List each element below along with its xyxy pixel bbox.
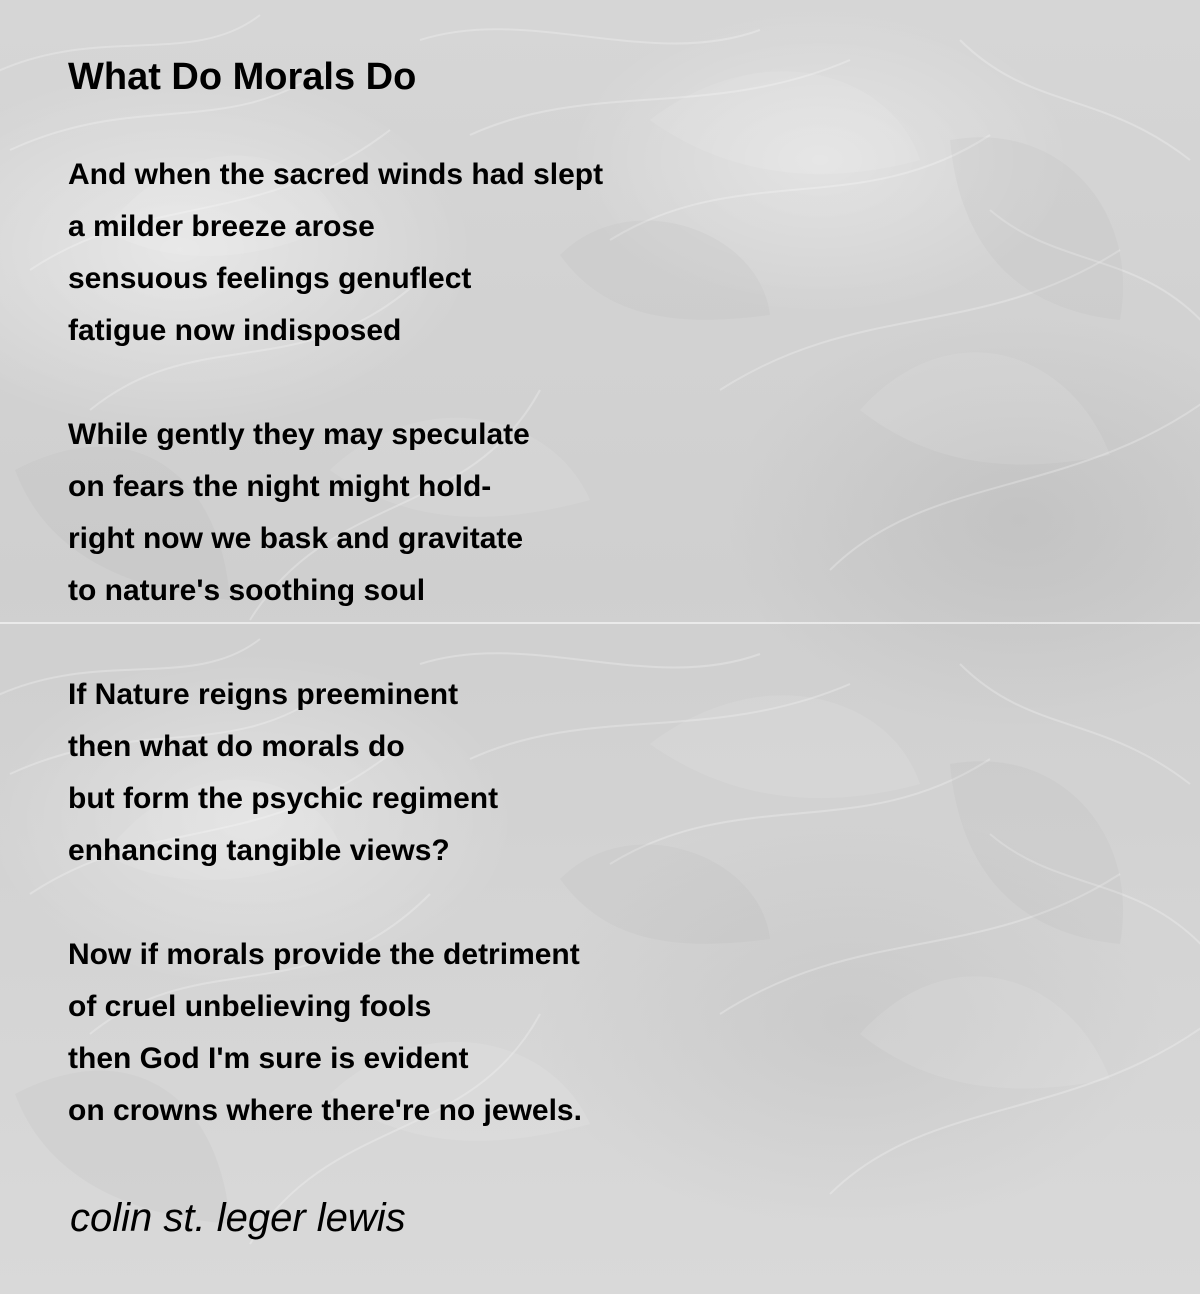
poem-line: then God I'm sure is evident <box>68 1042 469 1075</box>
poem-line: Now if morals provide the detriment <box>68 938 580 971</box>
poem-line: While gently they may speculate <box>68 418 530 451</box>
poem-content <box>68 50 1118 1137</box>
poem-line: on fears the night might hold- <box>68 470 492 503</box>
stanza-4 <box>68 929 1118 1137</box>
poem-line: to nature's soothing soul <box>68 574 426 607</box>
poem-body <box>68 149 1118 1137</box>
poem-line: then what do morals do <box>68 730 405 763</box>
poem-line: fatigue now indisposed <box>68 314 402 347</box>
poem-line: If Nature reigns preeminent <box>68 678 459 711</box>
stanza-1 <box>68 149 1118 357</box>
poem-author: colin st. leger lewis <box>70 1196 406 1240</box>
poem-line: enhancing tangible views? <box>68 834 450 867</box>
poem-title: What Do Morals Do <box>68 56 417 98</box>
stanza-2 <box>68 409 1118 617</box>
poem-line: but form the psychic regiment <box>68 782 499 815</box>
poem-line: on crowns where there're no jewels. <box>68 1094 582 1127</box>
stanza-3 <box>68 669 1118 877</box>
poem-line: right now we bask and gravitate <box>68 522 524 555</box>
poem-line: sensuous feelings genuflect <box>68 262 472 295</box>
poem-line: of cruel unbelieving fools <box>68 990 432 1023</box>
poem-line: a milder breeze arose <box>68 210 375 243</box>
poem-line: And when the sacred winds had slept <box>68 158 604 191</box>
